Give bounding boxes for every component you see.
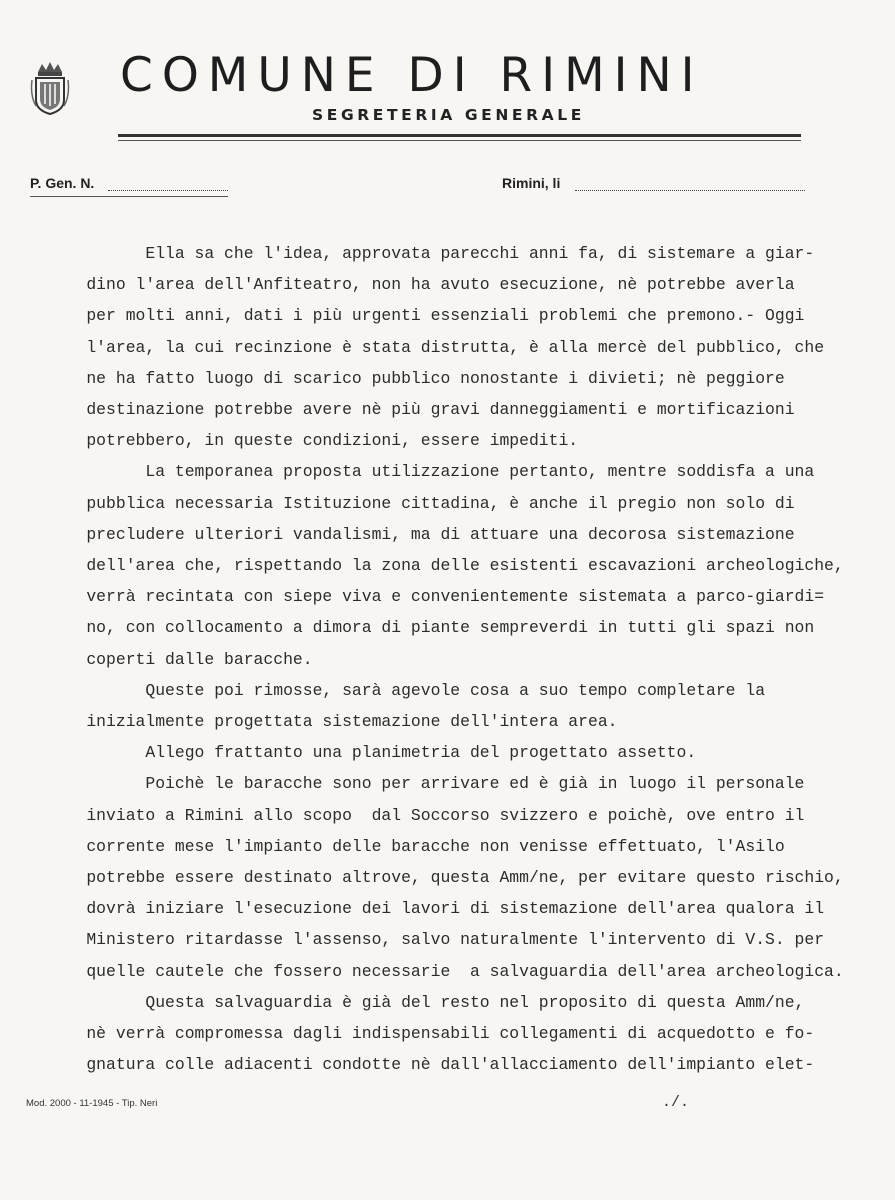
- body-line: dell'area che, rispettando la zona delle esistenti escavazioni archeologiche,: [47, 556, 844, 576]
- body-line: Ministero ritardasse l'assenso, salvo naturalmente l'intervento di V.S. per: [47, 930, 825, 950]
- body-line: Ella sa che l'idea, approvata parecchi anni fa, di sistemare a giar-: [47, 244, 815, 263]
- body-line: quelle cautele che fossero necessarie a salvaguardia dell'area archeologica.: [47, 961, 844, 981]
- body-line: potrebbero, in queste condizioni, essere impediti.: [47, 431, 579, 451]
- body-line: La temporanea proposta utilizzazione pertanto, mentre soddisfa a una: [47, 462, 815, 482]
- header-rule-thin: [118, 140, 801, 141]
- place-date-label: Rimini, li: [502, 175, 561, 191]
- body-line: no, con collocamento a dimora di piante sempreverdi in tutti gli spazi non: [47, 618, 815, 638]
- protocol-number-blank: [108, 190, 228, 191]
- body-line: ne ha fatto luogo di scarico pubblico nonostante i divieti; nè peggiore: [47, 368, 785, 388]
- body-line: inviato a Rimini allo scopo dal Soccorso svizzero e poichè, ove entro il: [47, 805, 805, 825]
- date-blank: [575, 190, 805, 191]
- city-crest-icon: [30, 58, 70, 116]
- body-line: pubblica necessaria Istituzione cittadina, è anche il pregio non solo di: [47, 493, 795, 513]
- body-line: per molti anni, dati i più urgenti essenziali problemi che premono.- Oggi: [47, 306, 805, 326]
- letterhead-subtitle: SEGRETERIA GENERALE: [312, 106, 585, 124]
- body-line: nè verrà compromessa dagli indispensabili collegamenti di acquedotto e fo-: [47, 1024, 815, 1044]
- body-line: Allego frattanto una planimetria del progettato assetto.: [47, 743, 697, 763]
- protocol-label: P. Gen. N.: [30, 175, 95, 191]
- body-line: Poichè le baracche sono per arrivare ed è già in luogo il personale: [47, 774, 805, 794]
- continuation-mark: ./.: [662, 1094, 690, 1111]
- body-line: destinazione potrebbe avere nè più gravi danneggiamenti e mortificazioni: [47, 400, 795, 420]
- body-line: potrebbe essere destinato altrove, questa Amm/ne, per evitare questo rischio,: [47, 868, 844, 888]
- body-line: dovrà iniziare l'esecuzione dei lavori di sistemazione dell'area qualora il: [47, 899, 825, 919]
- letter-body: [47, 238, 847, 1080]
- header-rule-thick: [118, 134, 801, 137]
- printer-note: Mod. 2000 - 11-1945 - Tip. Neri: [26, 1098, 158, 1109]
- body-line: corrente mese l'impianto delle baracche non venisse effettuato, l'Asilo: [47, 836, 785, 856]
- body-line: l'area, la cui recinzione è stata distrutta, è alla mercè del pubblico, che: [47, 337, 825, 357]
- body-line: verrà recintata con siepe viva e convenientemente sistemata a parco-giardi=: [47, 587, 825, 607]
- body-line: Questa salvaguardia è già del resto nel proposito di questa Amm/ne,: [47, 992, 805, 1012]
- letterhead-title: COMUNE DI RIMINI: [120, 48, 704, 103]
- body-line: gnatura colle adiacenti condotte nè dall'allacciamento dell'impianto elet-: [47, 1055, 815, 1075]
- body-line: coperti dalle baracche.: [47, 649, 313, 669]
- body-line: Queste poi rimosse, sarà agevole cosa a suo tempo completare la: [47, 680, 766, 700]
- body-line: inizialmente progettata sistemazione dell'intera area.: [47, 712, 618, 732]
- protocol-underline: [30, 196, 228, 197]
- body-line: precludere ulteriori vandalismi, ma di attuare una decorosa sistemazione: [47, 524, 795, 544]
- body-line: dino l'area dell'Anfiteatro, non ha avuto esecuzione, nè potrebbe averla: [47, 275, 795, 295]
